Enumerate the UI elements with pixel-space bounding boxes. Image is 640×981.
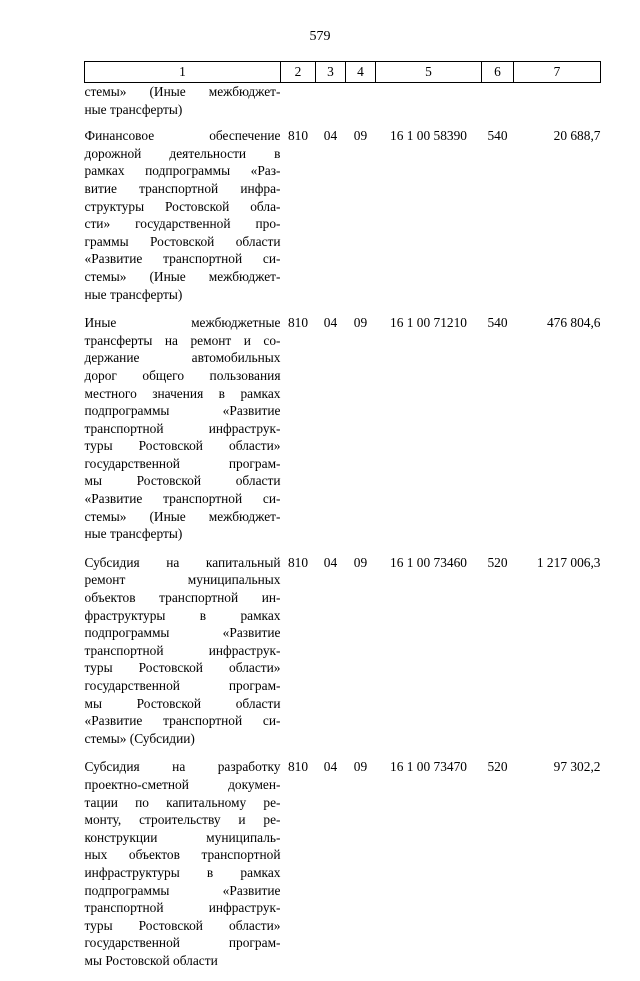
expense-type-code: 540	[487, 315, 508, 331]
subsection-code: 09	[353, 315, 368, 331]
subsection-code: 09	[353, 128, 368, 144]
description-line: стемы» (Иные межбюджет-	[84, 84, 281, 99]
row-description	[85, 554, 281, 759]
description-line: ные трансферты)	[84, 526, 183, 542]
description-line: стемы» (Иные межбюджет-	[84, 268, 281, 284]
description-line: туры Ростовской области»	[84, 438, 281, 454]
header-row	[85, 62, 601, 83]
table-row	[85, 554, 601, 759]
description-line: мы Ростовской области	[84, 473, 281, 489]
description-line: граммы Ростовской области	[84, 233, 281, 249]
description-line: рамках подпрограммы «Раз-	[84, 163, 281, 179]
section-code: 04	[323, 128, 338, 144]
description-line: «Развитие транспортной си-	[84, 713, 281, 729]
target-article-code: 16 1 00 58390	[390, 128, 467, 144]
description-line: мы Ростовской области	[84, 952, 218, 968]
header-col-4: 4	[346, 62, 376, 83]
header-col-1: 1	[85, 62, 281, 83]
description-line: фраструктуры в рамках	[84, 607, 281, 623]
header-col-7: 7	[514, 62, 601, 83]
description-line: Субсидия на капитальный	[84, 554, 281, 570]
amount: 97 302,2	[553, 759, 601, 775]
description-line: инфраструктуры в рамках	[84, 864, 281, 880]
description-line: «Развитие транспортной си-	[84, 251, 281, 267]
description-line: Финансовое обеспечение	[84, 128, 281, 144]
expense-type-code: 520	[487, 554, 508, 570]
ministry-code: 810	[287, 554, 309, 570]
description-line: подпрограммы «Развитие	[84, 882, 281, 898]
description-line: транспортной инфраструк-	[84, 642, 281, 658]
description-line: мы Ростовской области	[84, 695, 281, 711]
description-line: ные трансферты)	[84, 286, 183, 302]
description-line: государственной програм-	[84, 455, 281, 471]
ministry-code: 810	[287, 759, 309, 775]
section-code: 04	[323, 554, 338, 570]
description-line: подпрограммы «Развитие	[84, 403, 281, 419]
description-line: стемы» (Иные межбюджет-	[84, 508, 281, 524]
target-article-code: 16 1 00 73470	[390, 759, 467, 775]
description-line: туры Ростовской области»	[84, 660, 281, 676]
description-line: держание автомобильных	[84, 350, 281, 366]
target-article-code: 16 1 00 71210	[390, 315, 467, 331]
page-number: 579	[309, 29, 331, 44]
header-col-3: 3	[316, 62, 346, 83]
expense-type-code: 520	[487, 759, 508, 775]
description-line: государственной програм-	[84, 678, 281, 693]
ministry-code: 810	[287, 128, 309, 144]
header-col-6: 6	[482, 62, 514, 83]
description-line: Иные межбюджетные	[84, 315, 281, 331]
continuation-row	[85, 83, 601, 128]
description-line: транспортной инфраструк-	[84, 900, 281, 916]
description-line: проектно-сметной докумен-	[84, 776, 281, 792]
ministry-code: 810	[287, 315, 309, 331]
subsection-code: 09	[353, 759, 368, 775]
section-code: 04	[323, 315, 338, 331]
description-line: сти» государственной про-	[84, 216, 281, 232]
subsection-code: 09	[353, 554, 368, 570]
table-row	[85, 127, 601, 314]
description-line: Субсидия на разработку	[84, 759, 281, 775]
amount: 20 688,7	[553, 128, 601, 144]
row-description	[85, 314, 281, 554]
description-line: государственной програм-	[84, 935, 281, 951]
budget-table	[84, 61, 601, 981]
target-article-code: 16 1 00 73460	[390, 554, 467, 570]
description-line: стемы» (Субсидии)	[84, 730, 195, 746]
description-line: местного значения в рамках	[84, 385, 281, 401]
description-line: трансферты на ремонт и со-	[84, 332, 281, 348]
header-col-2: 2	[281, 62, 316, 83]
continuation-description	[85, 83, 281, 128]
description-line: тации по капитальному ре-	[84, 794, 281, 810]
description-line: конструкции муниципаль-	[84, 829, 281, 845]
description-line: дорожной деятельности в	[84, 145, 281, 161]
amount: 476 804,6	[546, 315, 601, 331]
description-line: ремонт муниципальных	[84, 572, 281, 588]
description-line: дорог общего пользования	[84, 367, 281, 383]
table-row	[85, 758, 601, 980]
row-description	[85, 127, 281, 314]
row-description	[85, 758, 281, 980]
table-row	[85, 314, 601, 554]
description-line: ные трансферты)	[84, 101, 183, 117]
description-line: подпрограммы «Развитие	[84, 625, 281, 641]
header-col-5: 5	[376, 62, 482, 83]
description-line: монту, строительству и ре-	[84, 812, 281, 828]
expense-type-code: 540	[487, 128, 508, 144]
amount: 1 217 006,3	[536, 554, 601, 570]
description-line: ных объектов транспортной	[84, 847, 281, 863]
description-line: витие транспортной инфра-	[84, 180, 281, 196]
description-line: структуры Ростовской обла-	[84, 198, 281, 214]
description-line: «Развитие транспортной си-	[84, 491, 281, 507]
section-code: 04	[323, 759, 338, 775]
description-line: объектов транспортной ин-	[84, 590, 281, 606]
description-line: транспортной инфраструк-	[84, 420, 281, 436]
description-line: туры Ростовской области»	[84, 917, 281, 933]
